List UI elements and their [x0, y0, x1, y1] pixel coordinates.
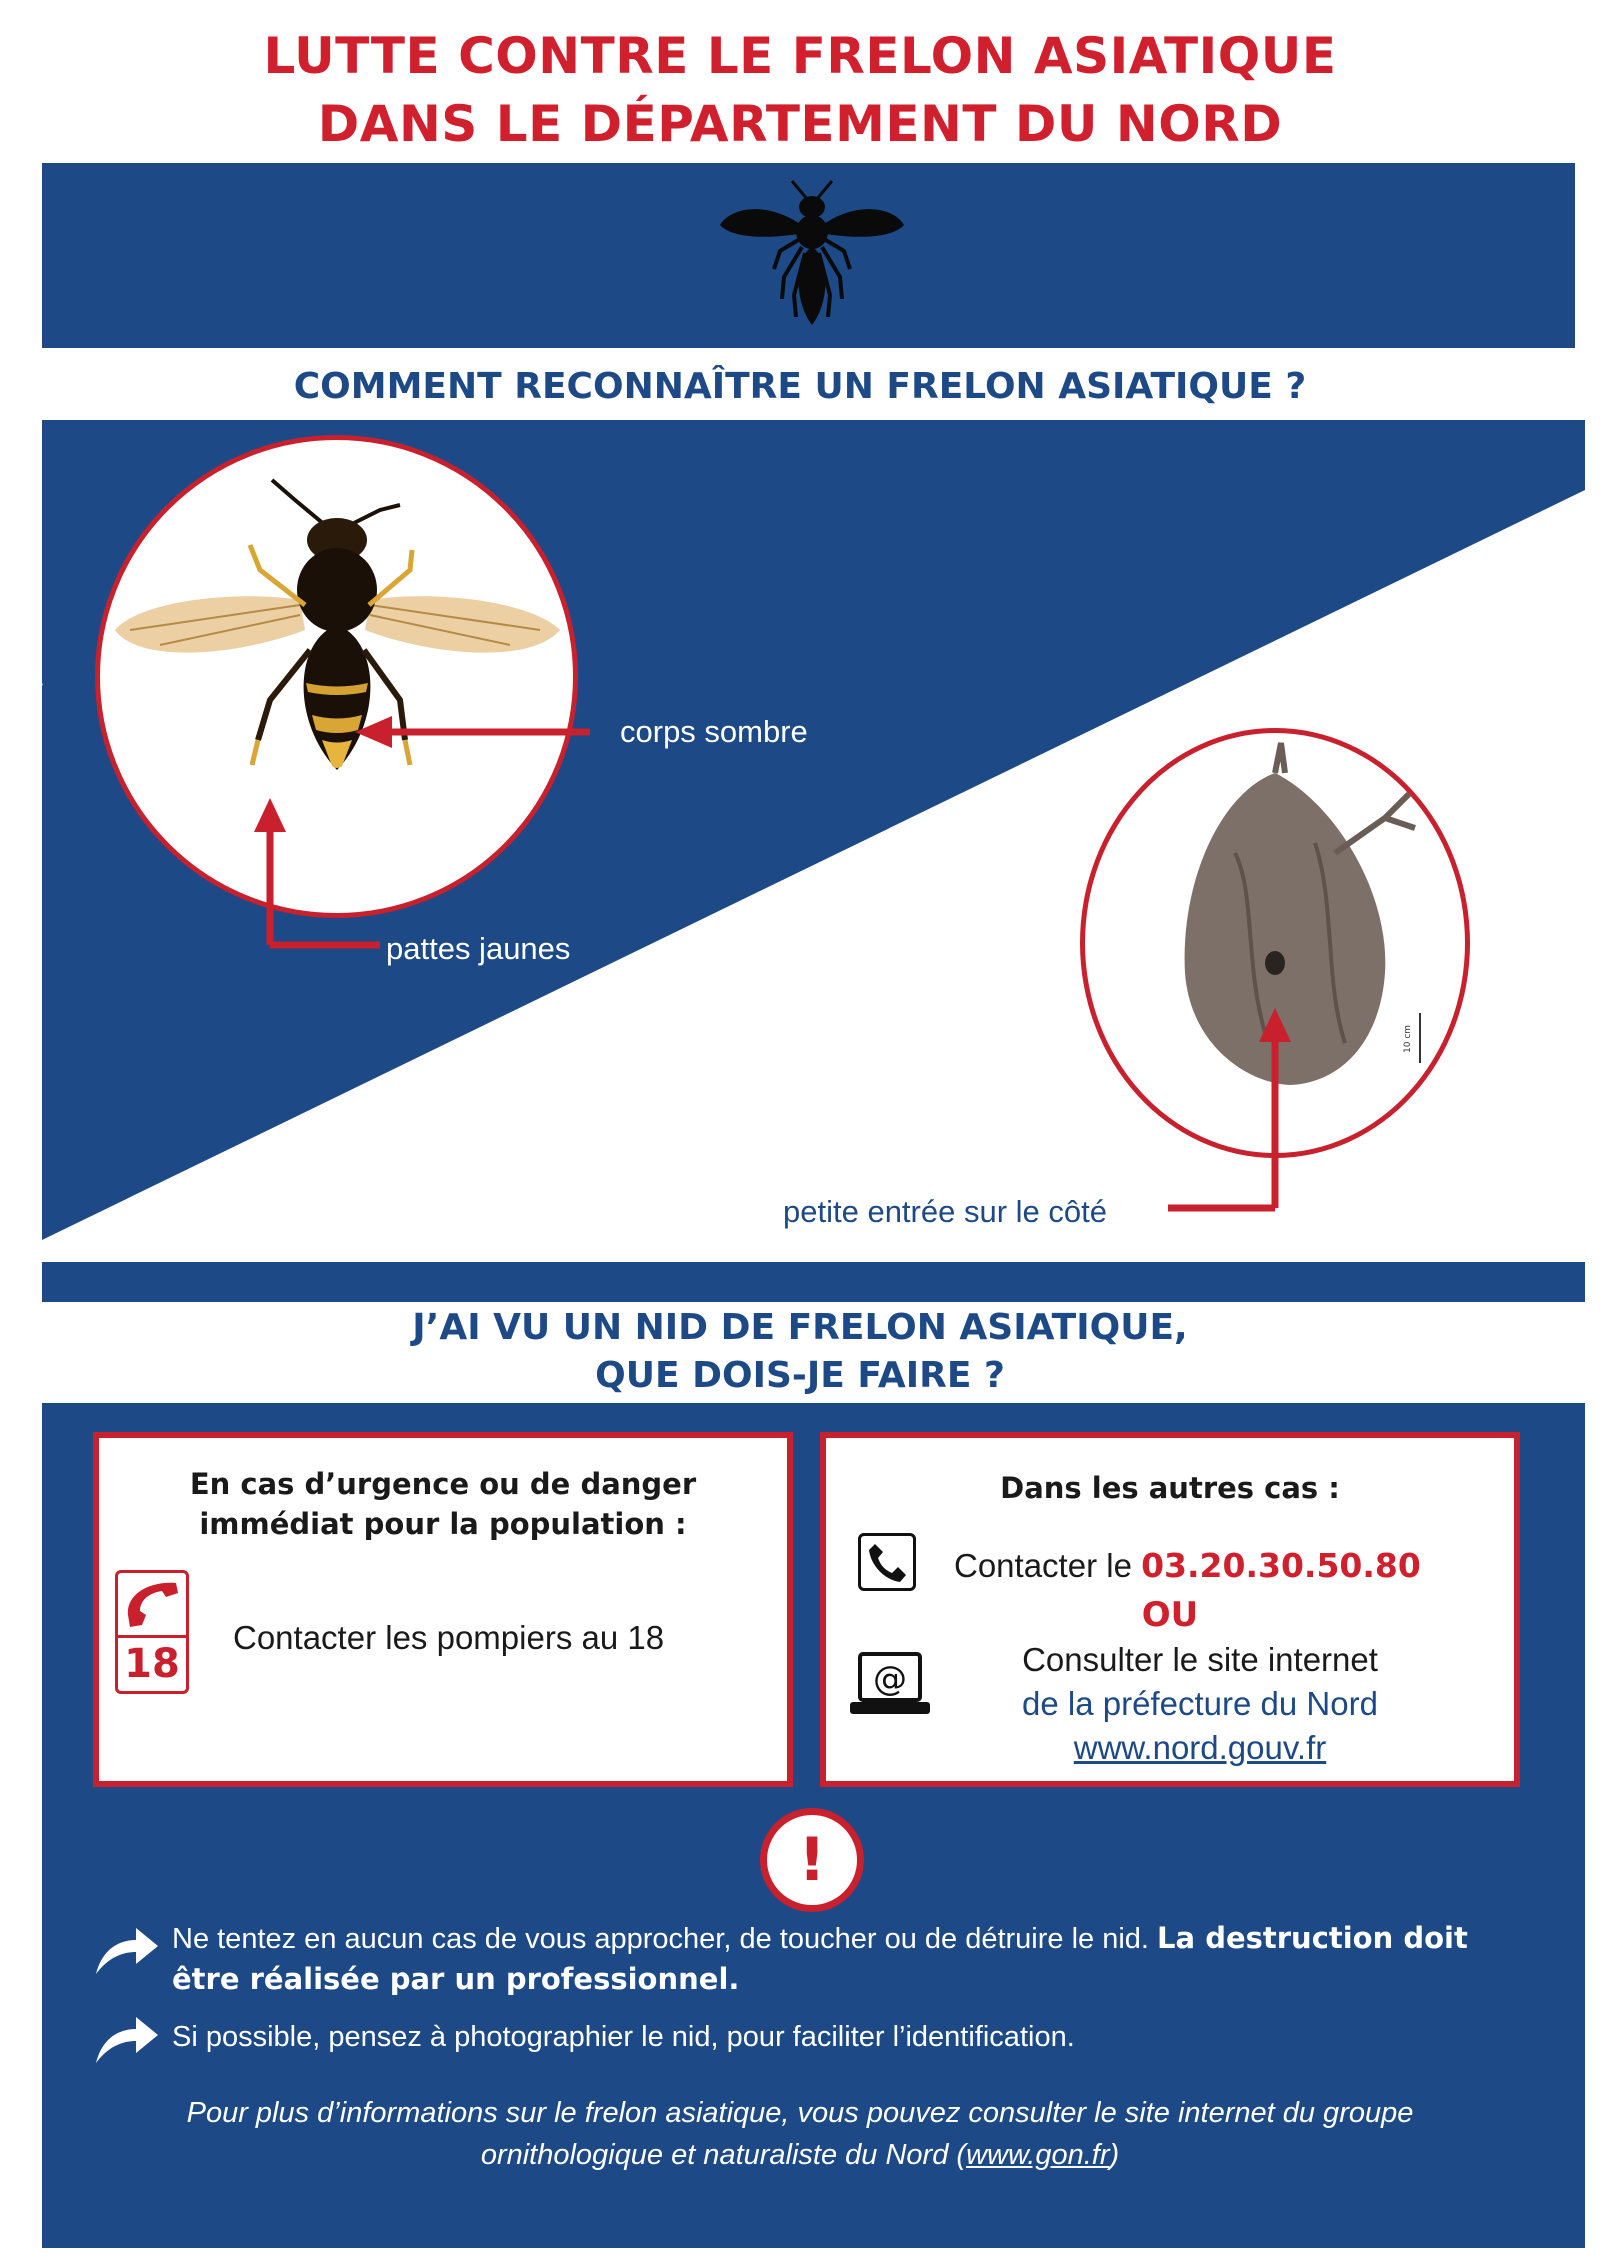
svg-text:@: @ — [873, 1659, 907, 1699]
nest-heading-line-2: QUE DOIS-JE FAIRE ? — [595, 1355, 1005, 1396]
prefecture-link[interactable]: www.nord.gouv.fr — [1073, 1729, 1327, 1766]
contact-phone-number[interactable]: 03.20.30.50.80 — [1141, 1546, 1421, 1585]
emergency-heading — [99, 1464, 787, 1544]
title-line-2: DANS LE DÉPARTEMENT DU NORD — [317, 95, 1283, 153]
annotation-arrow-nest — [1150, 990, 1450, 1240]
emergency-box — [93, 1432, 793, 1787]
handset-icon — [118, 1575, 186, 1635]
or-separator: OU — [1141, 1595, 1199, 1635]
other-cases-heading: Dans les autres cas : — [1000, 1471, 1340, 1505]
footer-note — [120, 2092, 1480, 2176]
footer-text: Pour plus d’informations sur le frelon asiatique, vous pouvez consulter le site internet du groupe ornithologique et naturaliste du Nord ( — [186, 2097, 1414, 2171]
identify-heading: COMMENT RECONNAÎTRE UN FRELON ASIATIQUE ? — [293, 366, 1307, 407]
phone-icon — [858, 1533, 916, 1591]
nest-heading-line-1: J’AI VU UN NID DE FRELON ASIATIQUE, — [412, 1307, 1188, 1348]
nest-heading — [0, 1304, 1600, 1400]
warning-text-2: Si possible, pensez à photographier le nid, pour faciliter l’identification. — [172, 2021, 1075, 2053]
fire-phone-icon — [115, 1570, 189, 1694]
site-line-2: de la préfecture du Nord — [1022, 1685, 1378, 1722]
title-line-1: LUTTE CONTRE LE FRELON ASIATIQUE — [263, 27, 1337, 85]
warning-item-1 — [92, 1918, 1512, 2008]
photo-credit: © Q.Rome — [28, 643, 43, 705]
handset-outline — [861, 1536, 913, 1588]
contact-prefix: Contacter le — [954, 1547, 1142, 1584]
emergency-heading-line-2: immédiat pour la population : — [199, 1507, 687, 1541]
fire-number: 18 — [118, 1635, 186, 1690]
label-side-entrance: petite entrée sur le côté — [783, 1194, 1107, 1229]
warning-1-bold: La destruction doit être réalisée par un professionnel. — [172, 1921, 1468, 1996]
site-line-1: Consulter le site internet — [1022, 1641, 1378, 1678]
exclamation-icon: ! — [760, 1808, 864, 1912]
page-title — [0, 22, 1600, 158]
arrow-icon — [92, 1922, 160, 1978]
emergency-heading-line-1: En cas d’urgence ou de danger — [189, 1467, 697, 1501]
hornet-silhouette-icon — [712, 177, 912, 337]
other-cases-box — [820, 1432, 1520, 1787]
nest-scale: 10 cm — [1403, 1024, 1413, 1053]
annotation-arrows-hornet — [0, 380, 700, 1000]
label-yellow-legs: pattes jaunes — [386, 931, 571, 966]
warning-text-1 — [172, 1918, 1512, 2000]
top-banner — [42, 163, 1575, 348]
warning-1-normal: Ne tentez en aucun cas de vous approcher, de toucher ou de détruire le nid. — [172, 1923, 1158, 1955]
footer-close: ) — [1109, 2139, 1120, 2171]
arrow-icon — [92, 2011, 160, 2067]
contact-line — [954, 1544, 1421, 1588]
label-dark-body: corps sombre — [620, 714, 808, 749]
warning-item-2 — [92, 2017, 1512, 2067]
gon-link[interactable]: www.gon.fr — [966, 2139, 1110, 2171]
emergency-text: Contacter les pompiers au 18 — [233, 1619, 665, 1656]
section-divider — [42, 1262, 1585, 1302]
